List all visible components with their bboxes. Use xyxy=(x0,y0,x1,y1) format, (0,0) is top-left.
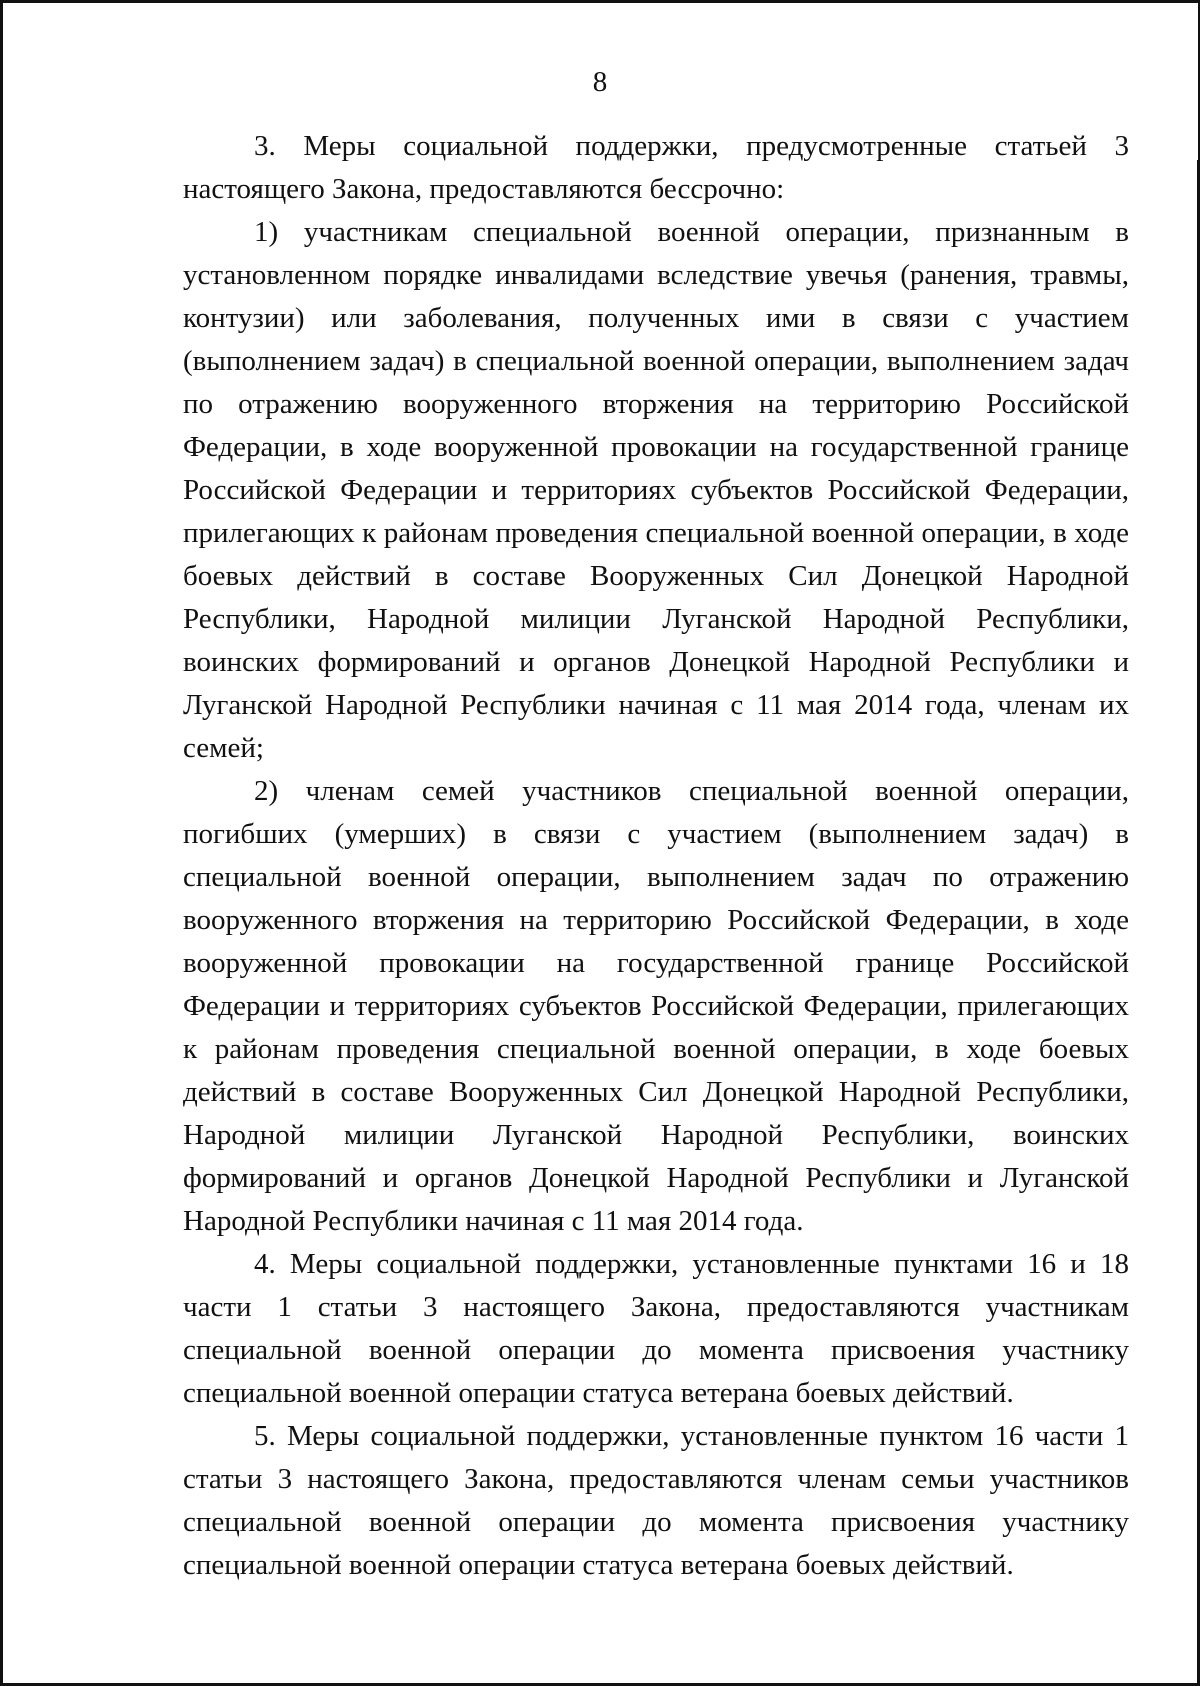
paragraph-item-4: 4. Меры социальной поддержки, установленные пунктами 16 и 18 части 1 статьи 3 настоящего Закона, предоставляются участникам специальной военной операции до момента присвоения участнику специальной военной операции статуса ветерана боевых действий. xyxy=(183,1248,1129,1409)
page-number: 8 xyxy=(592,66,608,98)
scan-edge-right-inner xyxy=(1197,160,1199,1686)
paragraph-item-5: 5. Меры социальной поддержки, установленные пунктом 16 части 1 статьи 3 настоящего Закона, предоставляются членам семьи участников специальной военной операции до момента присвоения участнику специальной военной операции статуса ветерана боевых действий. xyxy=(183,1420,1129,1581)
paragraph-subitem-2: 2) членам семей участников специальной военной операции, погибших (умерших) в связи с участием (выполнением задач) в специальной военной операции, выполнением задач по отражению вооруженного вторжения на территорию Российской Федерации, в ходе вооруженной провокации на государственной границе Российской Федерации и территориях субъектов Российской Федерации, прилегающих к районам проведения специальной военной операции, в ходе боевых действий в составе Вооруженных Сил Донецкой Народной Республики, Народной милиции Луганской Народной Республики, воинских формирований и органов Донецкой Народной Республики и Луганской Народной Республики начиная с 11 мая 2014 года. xyxy=(183,775,1129,1237)
paragraph-item-3: 3. Меры социальной поддержки, предусмотренные статьей 3 настоящего Закона, предоставляются бессрочно: xyxy=(183,130,1129,205)
paragraph-subitem-1: 1) участникам специальной военной операции, признанным в установленном порядке инвалидами вследствие увечья (ранения, травмы, контузии) или заболевания, полученных ими в связи с участием (выполнением задач) в специальной военной операции, выполнением задач по отражению вооруженного вторжения на территорию Российской Федерации, в ходе вооруженной провокации на государственной границе Российской Федерации и территориях субъектов Российской Федерации, прилегающих к районам проведения специальной военной операции, в ходе боевых действий в составе Вооруженных Сил Донецкой Народной Республики, Народной милиции Луганской Народной Республики, воинских формирований и органов Донецкой Народной Республики и Луганской Народной Республики начиная с 11 мая 2014 года, членам их семей; xyxy=(183,216,1129,764)
scan-edge-left xyxy=(0,0,3,1686)
scan-edge-top xyxy=(0,0,1200,3)
document-body xyxy=(183,125,1129,1587)
